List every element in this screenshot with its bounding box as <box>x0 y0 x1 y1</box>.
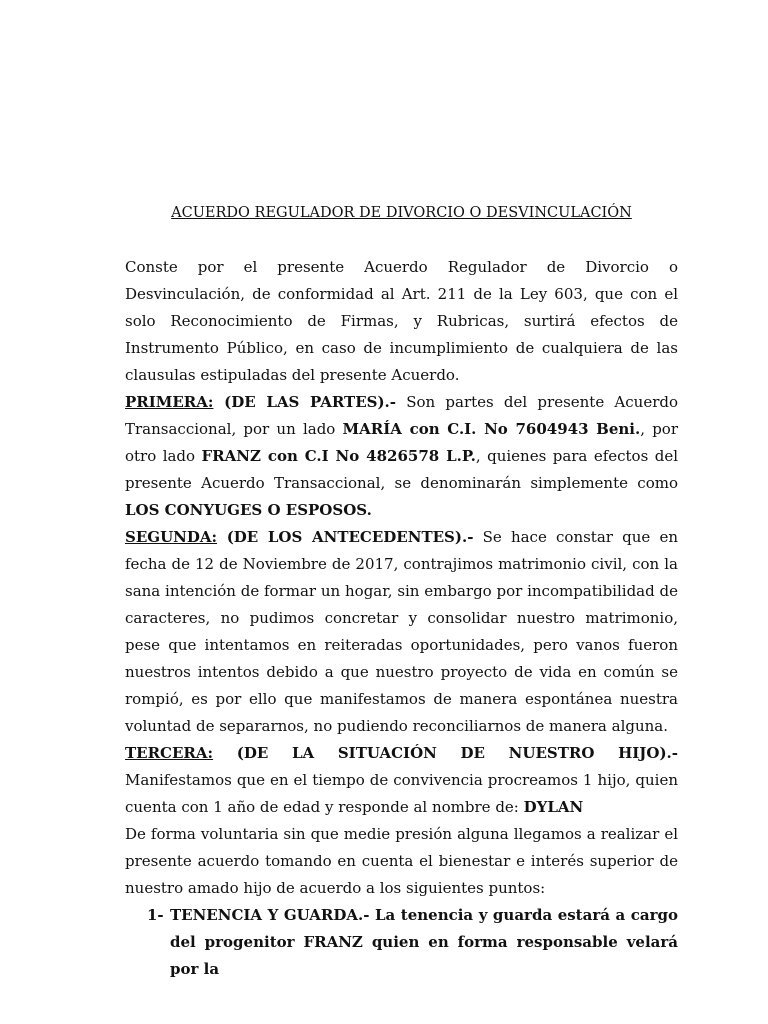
clause-primera-heading: (DE LAS PARTES).- <box>213 393 397 411</box>
list-item <box>125 902 678 983</box>
document-page <box>125 200 678 983</box>
clause-primera-text2: , por otro lado <box>125 420 678 465</box>
points-list <box>125 902 678 983</box>
voluntary-paragraph: De forma voluntaria sin que medie presión alguna llegamos a realizar el presente acuerdo tomando en cuenta el bienestar e interés superior de nuestro amado hijo de acuerdo a los siguientes puntos: <box>125 825 678 897</box>
clause-primera-label: PRIMERA: <box>125 393 214 411</box>
clause-segunda-text: Se hace constar que en fecha de 12 de Noviembre de 2017, contrajimos matrimonio civil, con la sana intención de formar un hogar, sin embargo por incompatibilidad de caracteres, no pudimos concretar y consolidar nuestro matrimonio, pese que intentamos en reiteradas oportunidades, pero vanos fueron nuestros intentos debido a que nuestro proyecto de vida en común se rompió, es por ello que manifestamos de manera espontánea nuestra voluntad de separarnos, no pudiendo reconciliarnos de manera alguna. <box>125 528 679 735</box>
party-maria: MARÍA con C.I. No 7604943 Beni. <box>342 420 641 438</box>
clause-primera-text1: Son partes del presente Acuerdo Transaccional, por un lado <box>125 393 678 438</box>
clause-segunda-label: SEGUNDA: <box>125 528 218 546</box>
clause-tercera <box>125 740 678 821</box>
intro-paragraph: Conste por el presente Acuerdo Regulador de Divorcio o Desvinculación, de conformidad al Art. 211 de la Ley 603, que con el solo Reconocimiento de Firmas, y Rubricas, surtirá efectos de Instrumento Público, en caso de incumplimiento de cualquiera de las clausulas estipuladas del presente Acuerdo. <box>125 258 678 384</box>
clause-segunda <box>125 524 678 740</box>
clause-tercera-label: TERCERA: <box>125 744 214 762</box>
list-item-text: TENENCIA Y GUARDA.- La tenencia y guarda estará a cargo del progenitor FRANZ quien en forma responsable velará por la <box>170 906 678 978</box>
clause-primera <box>125 389 678 524</box>
clause-tercera-text: Manifestamos que en el tiempo de convivencia procreamos 1 hijo, quien cuenta con 1 año de edad y responde al nombre de: <box>125 771 678 816</box>
designation-conyuges: LOS CONYUGES O ESPOSOS. <box>125 501 372 519</box>
document-title: ACUERDO REGULADOR DE DIVORCIO O DESVINCULACIÓN <box>171 205 632 221</box>
list-item-number: 1- <box>147 906 164 924</box>
clause-tercera-heading: (DE LA SITUACIÓN DE NUESTRO HIJO).- <box>213 744 678 762</box>
child-name: DYLAN <box>523 798 584 816</box>
party-franz: FRANZ con C.I No 4826578 L.P. <box>201 447 476 465</box>
clause-segunda-heading: (DE LOS ANTECEDENTES).- <box>217 528 474 546</box>
clause-primera-text3: , quienes para efectos del presente Acuerdo Transaccional, se denominarán simplemente como <box>125 447 678 492</box>
